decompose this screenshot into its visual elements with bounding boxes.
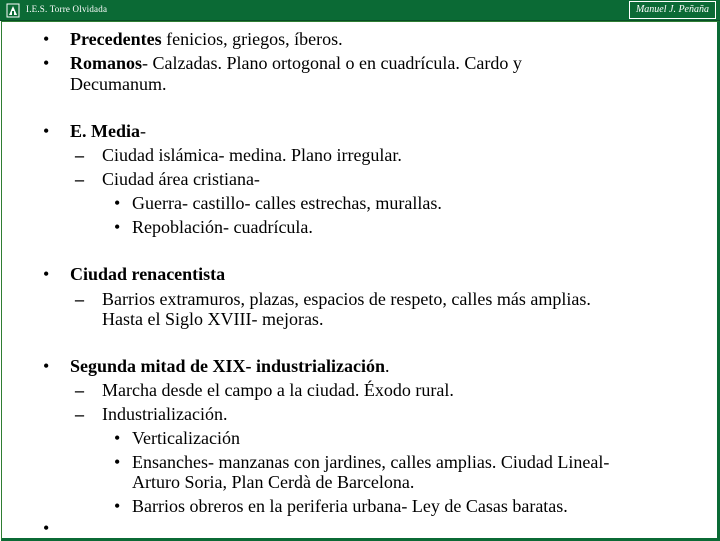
- sub-sub-item: Barrios obreros en la periferia urbana- Ley de Casas baratas.: [132, 496, 568, 516]
- dash-marker: –: [75, 145, 84, 165]
- item-heading: Segunda mitad de XIX- industrialización: [70, 356, 386, 376]
- sub-sub-item: Guerra- castillo- calles estrechas, murallas.: [132, 193, 442, 213]
- item-heading: Ciudad renacentista: [70, 264, 226, 284]
- item-text: -: [140, 121, 146, 141]
- bullet-marker: •: [114, 217, 121, 237]
- sub-sub-item: Ensanches- manzanas con jardines, calles amplias. Ciudad Lineal-: [132, 452, 610, 472]
- bullet-marker: •: [114, 496, 121, 516]
- sub-sub-item-continued: Arturo Soria, Plan Cerdà de Barcelona.: [132, 472, 415, 492]
- bullet-marker: •: [43, 264, 50, 284]
- item-text: .: [385, 356, 390, 376]
- sub-item: Ciudad islámica- medina. Plano irregular.: [102, 145, 402, 165]
- item-heading: E. Media: [70, 121, 140, 141]
- item-text-continued: Decumanum.: [70, 74, 167, 94]
- dash-marker: –: [75, 169, 84, 189]
- item-heading: Romanos: [70, 53, 143, 73]
- bullet-marker: •: [43, 356, 50, 376]
- bullet-marker: •: [43, 53, 50, 73]
- sub-item: Barrios extramuros, plazas, espacios de respeto, calles más amplias.: [102, 289, 591, 309]
- bullet-marker: •: [43, 518, 50, 538]
- bullet-marker: •: [43, 29, 50, 49]
- bullet-marker: •: [43, 121, 50, 141]
- sub-sub-item: Repoblación- cuadrícula.: [132, 217, 313, 237]
- item-text: fenicios, griegos, íberos.: [161, 29, 343, 49]
- sub-item-continued: Hasta el Siglo XVIII- mejoras.: [102, 309, 324, 329]
- dash-marker: –: [75, 289, 84, 309]
- author-name: Manuel J. Peñaña: [629, 1, 716, 19]
- sub-item: Industrialización.: [102, 404, 228, 424]
- list-item: [70, 356, 390, 376]
- sub-item: Marcha desde el campo a la ciudad. Éxodo rural.: [102, 380, 454, 400]
- bullet-marker: •: [114, 452, 121, 472]
- sub-item: Ciudad área cristiana-: [102, 169, 260, 189]
- bullet-marker: •: [114, 428, 121, 448]
- list-item: [70, 29, 343, 49]
- bullet-marker: •: [114, 193, 121, 213]
- dash-marker: –: [75, 404, 84, 424]
- item-text: - Calzadas. Plano ortogonal o en cuadrícula. Cardo y: [142, 53, 522, 73]
- list-item: [70, 53, 522, 73]
- item-heading: Precedentes: [70, 29, 162, 49]
- list-item: [70, 121, 146, 141]
- sub-sub-item: Verticalización: [132, 428, 240, 448]
- school-name: I.E.S. Torre Olvidada: [26, 4, 108, 14]
- dash-marker: –: [75, 380, 84, 400]
